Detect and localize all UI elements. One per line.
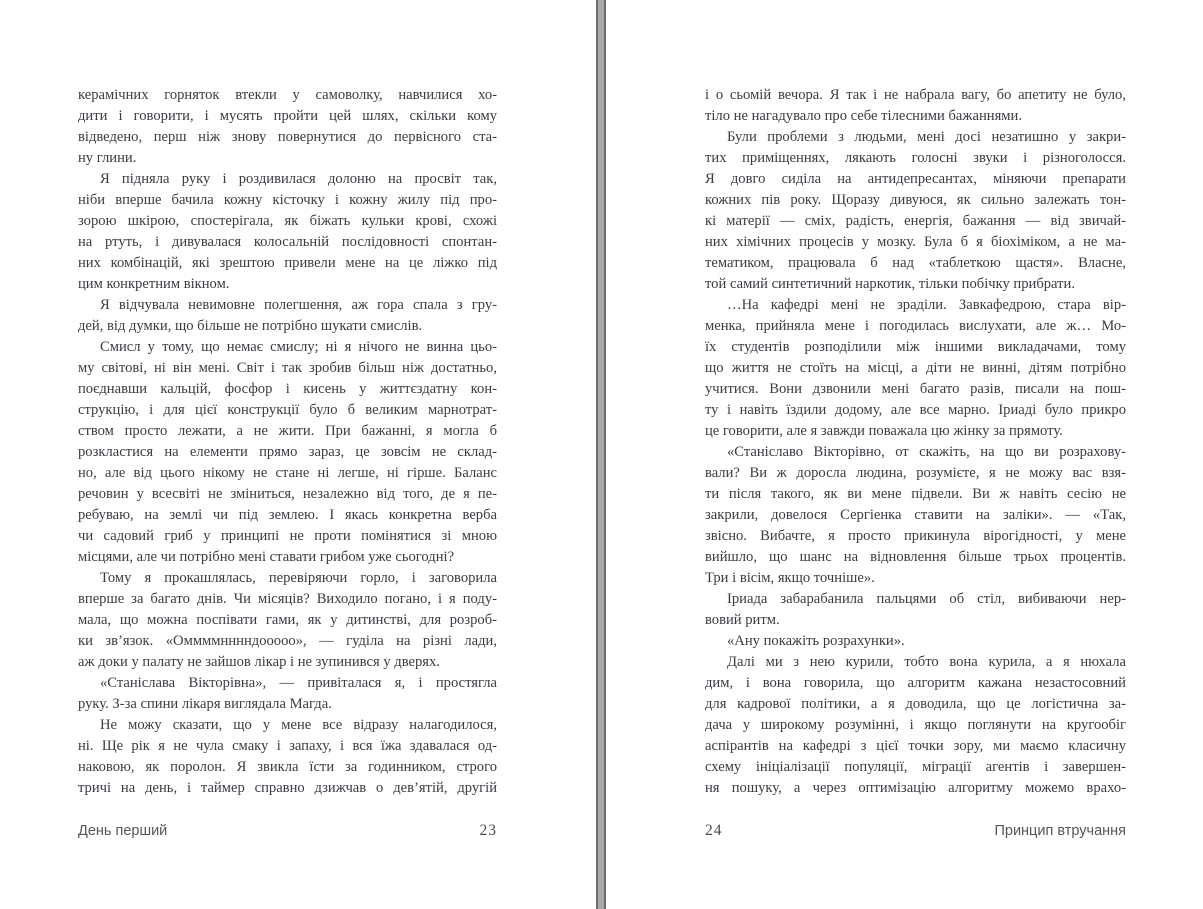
text-line: дей, від думки, що більше не потрібно шукати смислів. bbox=[78, 318, 423, 334]
page-number: 23 bbox=[479, 822, 497, 839]
text-line: вперше за багато днів. Чи місяців? Виходило погано, і я поду- bbox=[78, 591, 497, 607]
book-gutter bbox=[596, 0, 606, 909]
text-line: і о сьомій вечора. Я так і не набрала вагу, бо апетиту не було, bbox=[705, 87, 1126, 103]
text-line: ством просто лежати, а не жити. При бажанні, я могла б bbox=[78, 423, 497, 439]
text-line: що життя не стоїть на місці, а діти не винні, дітям потрібно bbox=[705, 360, 1126, 376]
text-line: їх студентів розподілили між іншими викладачами, тому bbox=[705, 339, 1126, 355]
text-line: «Ану покажіть розрахунки». bbox=[727, 633, 905, 649]
text-line: наковою, як поролон. Я звикла їсти за годинником, строго bbox=[78, 759, 497, 775]
text-line: тричі на день, і таймер справно дзижчав о дев’ятій, другій bbox=[78, 780, 497, 796]
text-line: закрили, довелося Сергіенка ставити на заліки». — «Так, bbox=[705, 507, 1126, 523]
text-line: ти після такого, як ви мене підвели. Ви ж навіть сесію не bbox=[705, 486, 1126, 502]
text-line: Смисл у тому, що немає смислу; ні я нічого не винна цьо- bbox=[100, 339, 497, 355]
left-page-text bbox=[78, 85, 497, 799]
text-line: ки зв’язок. «Оммммнннндооооо», — гуділа на різні лади, bbox=[78, 633, 497, 649]
text-line: місцями, але чи потрібно мені ставати грибом уже сьогодні? bbox=[78, 549, 455, 565]
text-line: …На кафедрі мені не зраділи. Завкафедрою, стара вір- bbox=[727, 297, 1126, 313]
text-line: Тому я прокашлялась, перевіряючи горло, і заговорила bbox=[100, 570, 497, 586]
text-line: дача у широкому розумінні, і якщо поглянути на кругообіг bbox=[705, 717, 1126, 733]
text-line: ту і навіть їздили додому, але все марно. Іриаді було прикро bbox=[705, 402, 1126, 418]
text-line: схему ініціалізації популяції, міграції агентів і завершен- bbox=[705, 759, 1126, 775]
text-line: тіло не нагадувало про себе тілесними бажаннями. bbox=[705, 108, 1022, 124]
text-line: Три і вісім, якщо точніше». bbox=[705, 570, 875, 586]
text-line: зорою шкірою, спостерігала, як біжать кульки крові, схожі bbox=[78, 213, 497, 229]
text-line: відведено, перш ніж знову повернутися до первісного ста- bbox=[78, 129, 497, 145]
text-line: аспірантів на кафедрі з цієї точки зору, ми маємо класичну bbox=[705, 738, 1126, 754]
text-line: менка, прийняла мене і погодилась вислухати, але ж… Мо- bbox=[705, 318, 1126, 334]
text-line: струкцію, і для цієї конструкції було б великим марнотрат- bbox=[78, 402, 497, 418]
text-line: речовин у всесвіті не зміниться, незалежно від того, де я пе- bbox=[78, 486, 497, 502]
text-line: мала, що можна поспівати гами, як у дитинстві, для розроб- bbox=[78, 612, 497, 628]
text-line: цим конкретним вікном. bbox=[78, 276, 230, 292]
text-line: це говорити, але я завжди поважала цю жінку за прямоту. bbox=[705, 423, 1063, 439]
text-line: учитися. Вони дзвонили мені багато разів, писали на пош- bbox=[705, 381, 1126, 397]
text-line: Я підняла руку і роздивилася долоню на просвіт так, bbox=[100, 171, 497, 187]
text-line: на ртуть, і дивувалася колосальній послідовності спонтан- bbox=[78, 234, 497, 250]
text-line: вали? Ви ж доросла людина, розумієте, я не можу вас взя- bbox=[705, 465, 1126, 481]
text-line: Я відчувала невимовне полегшення, аж гора спала з гру- bbox=[100, 297, 497, 313]
text-line: ні. Ще рік я не чула смаку і запаху, і вся їжа здавалася од- bbox=[78, 738, 497, 754]
text-line: для кадрової політики, а я доводила, що це логістична за- bbox=[705, 696, 1126, 712]
text-line: чи садовий гриб у принципі не проти помінятися зі мною bbox=[78, 528, 497, 544]
text-line: поєднавши кальцій, фосфор і кисень у життєздатну кон- bbox=[78, 381, 497, 397]
page-number: 24 bbox=[705, 822, 723, 839]
text-line: них комбінацій, які зрештою привели мене на це ліжко під bbox=[78, 255, 497, 271]
text-line: Іриада забарабанила пальцями об стіл, вибиваючи нер- bbox=[727, 591, 1126, 607]
text-line: Далі ми з нею курили, тобто вона курила, а я нюхала bbox=[727, 654, 1126, 670]
text-line: «Станіславо Вікторівно, от скажіть, на що ви розрахову- bbox=[727, 444, 1126, 460]
text-line: звісно. Вибачте, я просто прикинула вірогідності, у мене bbox=[705, 528, 1126, 544]
text-line: той самий синтетичний наркотик, тільки побічку прибрати. bbox=[705, 276, 1075, 292]
text-line: вийшло, що шанс на відновлення більше трьох процентів. bbox=[705, 549, 1126, 565]
text-line: тематиком, працювала б над «таблеткою щастя». Власне, bbox=[705, 255, 1126, 271]
text-line: кожних пів року. Щоразу дивуюся, як сильно залежать тон- bbox=[705, 192, 1126, 208]
text-line: му світові, ні він мені. Світ і так зробив більш ніж достатньо, bbox=[78, 360, 497, 376]
text-line: аж доки у палату не зайшов лікар і не зупинився у дверях. bbox=[78, 654, 440, 670]
text-line: руку. З-за спини лікаря виглядала Магда. bbox=[78, 696, 332, 712]
text-line: Не можу сказати, що у мене все відразу налагодилося, bbox=[100, 717, 497, 733]
text-line: дити і говорити, і мусять пройти цей шлях, скільки кому bbox=[78, 108, 497, 124]
text-line: вовий ритм. bbox=[705, 612, 780, 628]
text-line: дим, і вона говорила, що алгоритм кажана незастосовний bbox=[705, 675, 1126, 691]
chapter-label: Принцип втручання bbox=[994, 823, 1126, 839]
text-line: них хімічних процесів у мозку. Була б я біохіміком, а не ма- bbox=[705, 234, 1126, 250]
left-page-footer bbox=[78, 822, 497, 846]
text-line: ну глини. bbox=[78, 150, 137, 166]
text-line: розкластися на елементи прямо зараз, це зовсім не склад- bbox=[78, 444, 497, 460]
text-line: кі матерії — сміх, радість, енергія, бажання — від звичай- bbox=[705, 213, 1126, 229]
chapter-label: День перший bbox=[78, 823, 168, 839]
text-line: ніби вперше бачила кожну кісточку і кожну жилу під про- bbox=[78, 192, 497, 208]
text-line: тих приміщеннях, лякають голосні звуки і різноголосся. bbox=[705, 150, 1126, 166]
text-line: но, але від цього нікому не стане ні легше, ні гірше. Баланс bbox=[78, 465, 497, 481]
text-line: Були проблеми з людьми, мені досі незатишно у закри- bbox=[727, 129, 1126, 145]
text-line: ребуваю, на землі чи під землею. І якась конкретна верба bbox=[78, 507, 497, 523]
text-line: керамічних горняток втекли у самоволку, навчилися хо- bbox=[78, 87, 497, 103]
right-page-footer bbox=[705, 822, 1126, 846]
text-line: ня пошуку, а через оптимізацію алгоритму можемо врахо- bbox=[705, 780, 1126, 796]
text-line: Я довго сиділа на антидепресантах, міняючи препарати bbox=[705, 171, 1126, 187]
text-line: «Станіслава Вікторівна», — привіталася я, і простягла bbox=[100, 675, 497, 691]
right-page-text bbox=[705, 85, 1126, 799]
